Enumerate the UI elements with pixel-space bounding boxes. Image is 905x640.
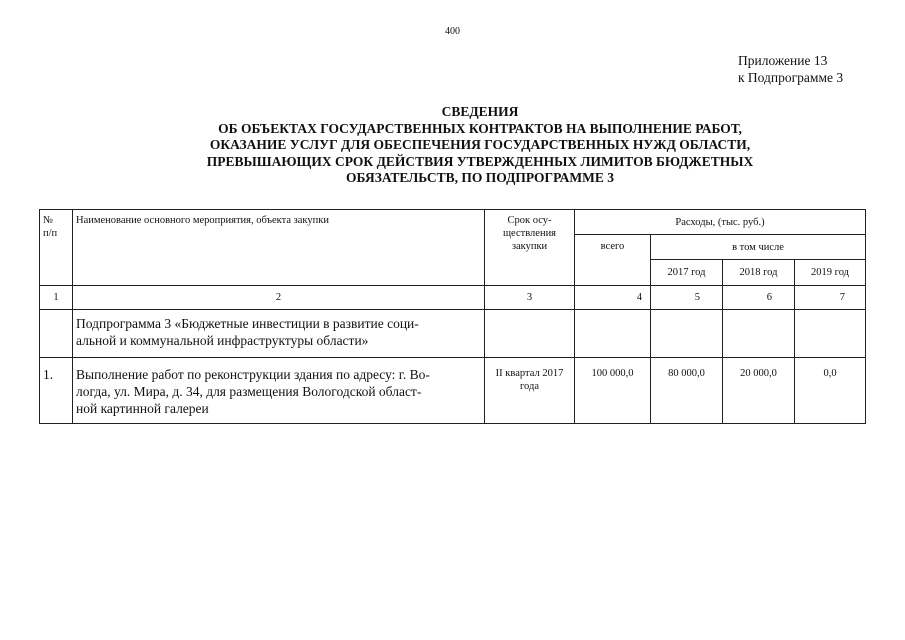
subprogram-term-cell	[485, 310, 575, 358]
row-object-name-line-3: ной картинной галереи	[76, 401, 209, 416]
header-name-cell	[73, 210, 485, 286]
header-expenses-cell	[575, 210, 866, 235]
header-term-cell	[485, 210, 575, 286]
appendix-reference	[738, 52, 843, 86]
title-line-5: ОБЯЗАТЕЛЬСТВ, ПО ПОДПРОГРАММЕ 3	[345, 170, 615, 185]
subprogram-row	[40, 310, 866, 358]
subprogram-title-cell	[73, 310, 485, 358]
row-term-line-2: года	[520, 381, 539, 392]
subprogram-total-cell	[575, 310, 651, 358]
row-2018-cell	[723, 358, 795, 424]
column-number-1: 1	[40, 286, 73, 310]
row-term-line-1: II квартал 2017	[495, 368, 564, 379]
header-2019-cell	[795, 260, 866, 286]
appendix-line-2: к Подпрограмме 3	[738, 70, 844, 85]
title-line-1: СВЕДЕНИЯ	[441, 104, 519, 119]
header-term-line-3: закупки	[511, 241, 548, 252]
column-number-2: 2	[73, 286, 485, 310]
header-2019: 2019 год	[811, 267, 849, 278]
row-number-cell	[40, 358, 73, 424]
row-total-cell	[575, 358, 651, 424]
document-title	[160, 104, 800, 187]
header-including: в том числе	[732, 241, 784, 253]
title-line-3: ОКАЗАНИЕ УСЛУГ ДЛЯ ОБЕСПЕЧЕНИЯ ГОСУДАРСТВЕННЫХ НУЖД ОБЛАСТИ,	[209, 137, 751, 152]
header-number-line-1: №	[43, 215, 54, 226]
row-object-name-line-2: логда, ул. Мира, д. 34, для размещения Вологодской област-	[76, 384, 422, 399]
column-number-5: 5	[651, 286, 723, 310]
row-total: 100 000,0	[591, 368, 634, 379]
header-term-line-1: Срок осу-	[507, 215, 552, 226]
header-2018-cell	[723, 260, 795, 286]
header-2018: 2018 год	[739, 267, 778, 278]
row-2017-cell	[651, 358, 723, 424]
subprogram-title-line-2: альной и коммунальной инфраструктуры области»	[76, 333, 369, 348]
header-number-line-2: п/п	[43, 228, 58, 239]
column-number-3: 3	[485, 286, 575, 310]
header-name: Наименование основного мероприятия, объекта закупки	[76, 215, 329, 226]
row-2019-cell	[795, 358, 866, 424]
header-2017-cell	[651, 260, 723, 286]
contracts-table	[39, 209, 866, 424]
row-object-name-line-1: Выполнение работ по реконструкции здания по адресу: г. Во-	[76, 367, 430, 382]
row-object-name-cell	[73, 358, 485, 424]
header-2017: 2017 год	[667, 267, 706, 278]
subprogram-number-cell	[40, 310, 73, 358]
row-2019: 0,0	[823, 368, 837, 379]
column-numbers-row	[40, 286, 866, 310]
header-number-cell	[40, 210, 73, 286]
subprogram-2018-cell	[723, 310, 795, 358]
row-number: 1.	[43, 367, 54, 382]
header-including-cell	[651, 235, 866, 260]
header-term-line-2: ществления	[502, 228, 557, 239]
row-2018: 20 000,0	[740, 368, 777, 379]
title-line-4: ПРЕВЫШАЮЩИХ СРОК ДЕЙСТВИЯ УТВЕРЖДЕННЫХ ЛИМИТОВ БЮДЖЕТНЫХ	[206, 153, 754, 169]
column-number-4: 4	[575, 286, 651, 310]
row-2017: 80 000,0	[668, 368, 705, 379]
subprogram-2017-cell	[651, 310, 723, 358]
table-row	[40, 358, 866, 424]
column-number-6: 6	[723, 286, 795, 310]
header-row-1	[40, 210, 866, 235]
row-term-cell	[485, 358, 575, 424]
appendix-line-1: Приложение 13	[738, 53, 828, 68]
subprogram-title-line-1: Подпрограмма 3 «Бюджетные инвестиции в развитие соци-	[76, 316, 419, 331]
header-expenses: Расходы, (тыс. руб.)	[675, 216, 765, 228]
column-number-7: 7	[795, 286, 866, 310]
page-number: 400	[445, 26, 460, 37]
title-line-2: ОБ ОБЪЕКТАХ ГОСУДАРСТВЕННЫХ КОНТРАКТОВ НА ВЫПОЛНЕНИЕ РАБОТ,	[218, 120, 742, 136]
header-total: всего	[600, 241, 625, 252]
header-total-cell	[575, 235, 651, 286]
subprogram-2019-cell	[795, 310, 866, 358]
